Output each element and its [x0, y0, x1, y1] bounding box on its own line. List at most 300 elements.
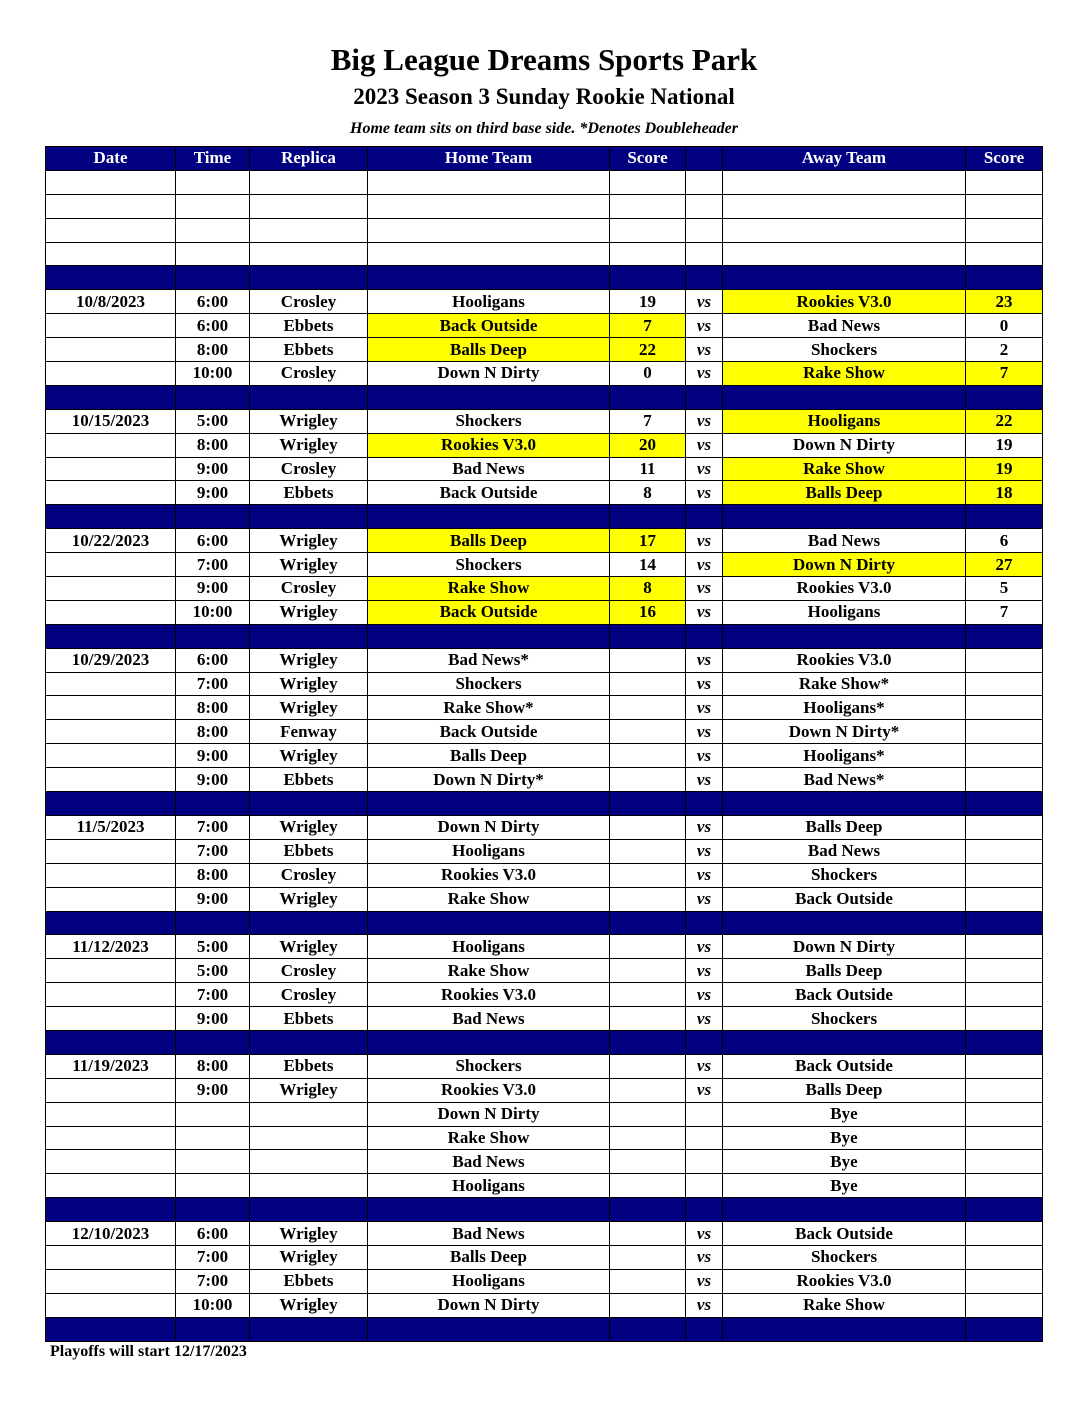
replica-cell: Crosley — [250, 362, 368, 386]
away-team-cell: Rookies V3.0 — [723, 648, 966, 672]
column-header-time: Time — [176, 147, 250, 171]
home-team-cell — [368, 242, 610, 266]
week-separator-row — [46, 792, 1043, 816]
table-row — [46, 672, 1043, 696]
table-row — [46, 1102, 1043, 1126]
time-cell: 5:00 — [176, 935, 250, 959]
date-cell — [46, 720, 176, 744]
time-cell: 5:00 — [176, 409, 250, 433]
week-separator-row — [46, 624, 1043, 648]
vs-cell: vs — [686, 600, 723, 624]
home-team-cell: Rake Show — [368, 1126, 610, 1150]
time-cell — [176, 1030, 250, 1054]
table-row — [46, 290, 1043, 314]
vs-cell: vs — [686, 1054, 723, 1078]
date-cell — [46, 362, 176, 386]
replica-cell: Ebbets — [250, 481, 368, 505]
date-cell — [46, 624, 176, 648]
home-score-cell — [610, 170, 686, 194]
schedule-note: Home team sits on third base side. *Denotes Doubleheader — [350, 120, 738, 137]
replica-cell: Wrigley — [250, 744, 368, 768]
home-team-cell — [368, 266, 610, 290]
table-row — [46, 983, 1043, 1007]
away-score-cell — [966, 1150, 1043, 1174]
away-score-cell — [966, 385, 1043, 409]
home-score-cell — [610, 1007, 686, 1031]
table-row — [46, 600, 1043, 624]
date-cell — [46, 1174, 176, 1198]
date-cell — [46, 170, 176, 194]
date-cell — [46, 385, 176, 409]
away-team-cell: Hooligans* — [723, 744, 966, 768]
away-score-cell: 2 — [966, 338, 1043, 362]
vs-cell: vs — [686, 409, 723, 433]
away-team-cell — [723, 1317, 966, 1341]
away-score-cell — [966, 959, 1043, 983]
week-separator-row — [46, 1317, 1043, 1341]
home-team-cell: Rake Show — [368, 959, 610, 983]
date-cell — [46, 1198, 176, 1222]
time-cell — [176, 911, 250, 935]
vs-cell: vs — [686, 887, 723, 911]
home-score-cell: 7 — [610, 409, 686, 433]
vs-cell: vs — [686, 648, 723, 672]
replica-cell: Wrigley — [250, 529, 368, 553]
replica-cell — [250, 1126, 368, 1150]
date-cell — [46, 1126, 176, 1150]
replica-cell: Crosley — [250, 983, 368, 1007]
home-score-cell: 7 — [610, 314, 686, 338]
blank-row — [46, 170, 1043, 194]
table-row — [46, 863, 1043, 887]
time-cell — [176, 505, 250, 529]
replica-cell — [250, 1030, 368, 1054]
page-title: Big League Dreams Sports Park — [330, 42, 758, 77]
replica-cell: Wrigley — [250, 935, 368, 959]
replica-cell: Wrigley — [250, 696, 368, 720]
away-team-cell — [723, 266, 966, 290]
home-score-cell: 8 — [610, 481, 686, 505]
home-team-cell: Down N Dirty* — [368, 768, 610, 792]
table-row — [46, 1150, 1043, 1174]
away-score-cell: 6 — [966, 529, 1043, 553]
away-team-cell: Bad News — [723, 314, 966, 338]
home-team-cell: Hooligans — [368, 839, 610, 863]
table-row — [46, 433, 1043, 457]
home-score-cell — [610, 959, 686, 983]
away-score-cell — [966, 1269, 1043, 1293]
table-row — [46, 1245, 1043, 1269]
home-score-cell: 16 — [610, 600, 686, 624]
away-score-cell: 0 — [966, 314, 1043, 338]
date-cell — [46, 1269, 176, 1293]
time-cell: 9:00 — [176, 744, 250, 768]
away-team-cell — [723, 218, 966, 242]
home-team-cell: Balls Deep — [368, 338, 610, 362]
away-score-cell — [966, 218, 1043, 242]
week-separator-row — [46, 385, 1043, 409]
vs-cell: vs — [686, 553, 723, 577]
date-cell — [46, 863, 176, 887]
home-team-cell: Down N Dirty — [368, 1102, 610, 1126]
home-score-cell — [610, 242, 686, 266]
home-team-cell: Shockers — [368, 1054, 610, 1078]
away-team-cell — [723, 242, 966, 266]
away-score-cell: 27 — [966, 553, 1043, 577]
away-score-cell — [966, 170, 1043, 194]
replica-cell — [250, 792, 368, 816]
away-team-cell — [723, 911, 966, 935]
away-team-cell: Down N Dirty — [723, 553, 966, 577]
home-score-cell — [610, 1293, 686, 1317]
date-cell: 12/10/2023 — [46, 1222, 176, 1246]
replica-cell: Ebbets — [250, 1269, 368, 1293]
replica-cell — [250, 911, 368, 935]
week-separator-row — [46, 505, 1043, 529]
home-team-cell: Shockers — [368, 672, 610, 696]
date-cell — [46, 218, 176, 242]
time-cell — [176, 1102, 250, 1126]
date-cell — [46, 481, 176, 505]
time-cell — [176, 1150, 250, 1174]
time-cell: 8:00 — [176, 338, 250, 362]
week-separator-row — [46, 1030, 1043, 1054]
table-row — [46, 887, 1043, 911]
vs-cell: vs — [686, 314, 723, 338]
home-score-cell — [610, 266, 686, 290]
time-cell: 5:00 — [176, 959, 250, 983]
time-cell — [176, 170, 250, 194]
date-cell: 11/5/2023 — [46, 815, 176, 839]
away-score-cell — [966, 194, 1043, 218]
away-score-cell — [966, 1054, 1043, 1078]
week-separator-row — [46, 911, 1043, 935]
time-cell: 6:00 — [176, 1222, 250, 1246]
home-team-cell: Down N Dirty — [368, 815, 610, 839]
vs-cell: vs — [686, 433, 723, 457]
date-cell — [46, 433, 176, 457]
home-score-cell — [610, 911, 686, 935]
away-score-cell: 19 — [966, 457, 1043, 481]
away-team-cell: Balls Deep — [723, 815, 966, 839]
home-team-cell — [368, 624, 610, 648]
replica-cell: Crosley — [250, 959, 368, 983]
time-cell — [176, 1174, 250, 1198]
away-team-cell: Rookies V3.0 — [723, 290, 966, 314]
time-cell — [176, 624, 250, 648]
replica-cell — [250, 242, 368, 266]
time-cell: 8:00 — [176, 863, 250, 887]
vs-cell — [686, 218, 723, 242]
away-score-cell: 23 — [966, 290, 1043, 314]
week-separator-row — [46, 1198, 1043, 1222]
time-cell: 7:00 — [176, 1269, 250, 1293]
home-team-cell — [368, 218, 610, 242]
replica-cell: Wrigley — [250, 600, 368, 624]
time-cell — [176, 266, 250, 290]
vs-cell — [686, 911, 723, 935]
date-cell: 10/29/2023 — [46, 648, 176, 672]
home-score-cell — [610, 1054, 686, 1078]
time-cell: 6:00 — [176, 529, 250, 553]
schedule-body — [46, 170, 1043, 1341]
home-team-cell — [368, 1030, 610, 1054]
home-team-cell: Balls Deep — [368, 529, 610, 553]
replica-cell: Fenway — [250, 720, 368, 744]
column-header-away-score: Score — [966, 147, 1043, 171]
away-score-cell — [966, 935, 1043, 959]
home-score-cell — [610, 385, 686, 409]
replica-cell — [250, 624, 368, 648]
home-score-cell — [610, 672, 686, 696]
away-score-cell — [966, 1174, 1043, 1198]
table-row — [46, 1269, 1043, 1293]
away-score-cell — [966, 1007, 1043, 1031]
vs-cell — [686, 242, 723, 266]
away-score-cell — [966, 1126, 1043, 1150]
replica-cell: Wrigley — [250, 1293, 368, 1317]
date-cell: 10/8/2023 — [46, 290, 176, 314]
away-score-cell — [966, 1293, 1043, 1317]
column-header-replica: Replica — [250, 147, 368, 171]
replica-cell — [250, 266, 368, 290]
away-team-cell: Rookies V3.0 — [723, 577, 966, 601]
table-row — [46, 696, 1043, 720]
vs-cell: vs — [686, 983, 723, 1007]
home-team-cell — [368, 505, 610, 529]
home-team-cell: Balls Deep — [368, 744, 610, 768]
date-cell — [46, 1293, 176, 1317]
table-row — [46, 720, 1043, 744]
replica-cell: Wrigley — [250, 887, 368, 911]
home-team-cell — [368, 170, 610, 194]
replica-cell — [250, 385, 368, 409]
away-score-cell: 7 — [966, 600, 1043, 624]
vs-cell: vs — [686, 720, 723, 744]
column-header-vs — [686, 147, 723, 171]
away-team-cell: Bad News — [723, 529, 966, 553]
home-score-cell — [610, 1126, 686, 1150]
replica-cell — [250, 194, 368, 218]
vs-cell: vs — [686, 290, 723, 314]
replica-cell: Ebbets — [250, 1007, 368, 1031]
column-header-home-score: Score — [610, 147, 686, 171]
time-cell: 10:00 — [176, 362, 250, 386]
table-row — [46, 577, 1043, 601]
home-score-cell — [610, 1102, 686, 1126]
home-team-cell: Back Outside — [368, 314, 610, 338]
table-row — [46, 768, 1043, 792]
vs-cell — [686, 1198, 723, 1222]
replica-cell: Wrigley — [250, 648, 368, 672]
home-team-cell — [368, 385, 610, 409]
replica-cell: Ebbets — [250, 314, 368, 338]
date-cell — [46, 839, 176, 863]
table-row — [46, 481, 1043, 505]
date-cell — [46, 1317, 176, 1341]
away-team-cell: Hooligans — [723, 409, 966, 433]
away-team-cell: Shockers — [723, 1245, 966, 1269]
time-cell: 7:00 — [176, 1245, 250, 1269]
home-score-cell: 22 — [610, 338, 686, 362]
home-score-cell — [610, 1150, 686, 1174]
away-score-cell — [966, 983, 1043, 1007]
vs-cell — [686, 1102, 723, 1126]
away-team-cell: Hooligans* — [723, 696, 966, 720]
time-cell: 9:00 — [176, 481, 250, 505]
date-cell — [46, 1150, 176, 1174]
away-team-cell: Rake Show — [723, 1293, 966, 1317]
away-score-cell — [966, 242, 1043, 266]
time-cell: 7:00 — [176, 983, 250, 1007]
table-row — [46, 744, 1043, 768]
home-score-cell: 19 — [610, 290, 686, 314]
date-cell — [46, 792, 176, 816]
vs-cell — [686, 1030, 723, 1054]
home-score-cell — [610, 863, 686, 887]
table-row — [46, 1007, 1043, 1031]
vs-cell: vs — [686, 1222, 723, 1246]
away-score-cell — [966, 1222, 1043, 1246]
week-separator-row — [46, 266, 1043, 290]
away-team-cell — [723, 792, 966, 816]
date-cell: 10/22/2023 — [46, 529, 176, 553]
time-cell: 10:00 — [176, 1293, 250, 1317]
time-cell: 8:00 — [176, 433, 250, 457]
table-row — [46, 1174, 1043, 1198]
vs-cell — [686, 505, 723, 529]
away-score-cell — [966, 768, 1043, 792]
home-team-cell: Back Outside — [368, 720, 610, 744]
home-score-cell — [610, 815, 686, 839]
home-score-cell — [610, 1198, 686, 1222]
away-score-cell — [966, 744, 1043, 768]
vs-cell — [686, 1317, 723, 1341]
page-subtitle: 2023 Season 3 Sunday Rookie National — [353, 84, 735, 109]
home-team-cell: Hooligans — [368, 290, 610, 314]
date-cell — [46, 1030, 176, 1054]
time-cell: 9:00 — [176, 768, 250, 792]
blank-row — [46, 194, 1043, 218]
replica-cell — [250, 170, 368, 194]
vs-cell: vs — [686, 481, 723, 505]
date-cell — [46, 959, 176, 983]
vs-cell — [686, 1150, 723, 1174]
vs-cell: vs — [686, 457, 723, 481]
table-row — [46, 553, 1043, 577]
away-team-cell: Hooligans — [723, 600, 966, 624]
time-cell: 10:00 — [176, 600, 250, 624]
vs-cell: vs — [686, 672, 723, 696]
date-cell — [46, 1102, 176, 1126]
replica-cell: Ebbets — [250, 839, 368, 863]
replica-cell — [250, 1317, 368, 1341]
vs-cell: vs — [686, 1269, 723, 1293]
column-header-date: Date — [46, 147, 176, 171]
away-team-cell: Down N Dirty* — [723, 720, 966, 744]
table-row — [46, 457, 1043, 481]
vs-cell: vs — [686, 529, 723, 553]
away-team-cell: Balls Deep — [723, 481, 966, 505]
home-team-cell: Rookies V3.0 — [368, 433, 610, 457]
time-cell: 9:00 — [176, 1078, 250, 1102]
away-score-cell — [966, 1102, 1043, 1126]
home-team-cell: Down N Dirty — [368, 362, 610, 386]
date-cell: 11/19/2023 — [46, 1054, 176, 1078]
vs-cell: vs — [686, 1078, 723, 1102]
time-cell — [176, 385, 250, 409]
away-team-cell: Rake Show — [723, 362, 966, 386]
replica-cell: Ebbets — [250, 1054, 368, 1078]
time-cell — [176, 194, 250, 218]
home-team-cell — [368, 911, 610, 935]
date-cell — [46, 1245, 176, 1269]
away-team-cell: Down N Dirty — [723, 935, 966, 959]
away-team-cell: Back Outside — [723, 887, 966, 911]
home-team-cell: Balls Deep — [368, 1245, 610, 1269]
away-team-cell: Balls Deep — [723, 1078, 966, 1102]
away-team-cell: Rookies V3.0 — [723, 1269, 966, 1293]
away-score-cell: 18 — [966, 481, 1043, 505]
away-team-cell: Bye — [723, 1174, 966, 1198]
home-team-cell: Shockers — [368, 409, 610, 433]
replica-cell — [250, 505, 368, 529]
table-row — [46, 1078, 1043, 1102]
time-cell: 9:00 — [176, 1007, 250, 1031]
replica-cell: Wrigley — [250, 1245, 368, 1269]
home-team-cell: Back Outside — [368, 481, 610, 505]
date-cell — [46, 768, 176, 792]
replica-cell: Crosley — [250, 457, 368, 481]
time-cell: 8:00 — [176, 696, 250, 720]
away-team-cell — [723, 1030, 966, 1054]
time-cell: 9:00 — [176, 577, 250, 601]
home-team-cell — [368, 792, 610, 816]
table-row — [46, 1293, 1043, 1317]
date-cell: 10/15/2023 — [46, 409, 176, 433]
home-score-cell — [610, 792, 686, 816]
away-team-cell: Bye — [723, 1126, 966, 1150]
table-row — [46, 338, 1043, 362]
away-score-cell: 5 — [966, 577, 1043, 601]
date-cell — [46, 1078, 176, 1102]
date-cell — [46, 194, 176, 218]
away-team-cell: Shockers — [723, 863, 966, 887]
home-score-cell: 20 — [610, 433, 686, 457]
home-score-cell — [610, 696, 686, 720]
away-score-cell: 19 — [966, 433, 1043, 457]
date-cell — [46, 577, 176, 601]
away-team-cell: Back Outside — [723, 983, 966, 1007]
replica-cell: Wrigley — [250, 553, 368, 577]
table-row — [46, 1222, 1043, 1246]
home-team-cell: Bad News* — [368, 648, 610, 672]
away-team-cell: Down N Dirty — [723, 433, 966, 457]
replica-cell: Ebbets — [250, 768, 368, 792]
time-cell: 8:00 — [176, 1054, 250, 1078]
date-cell — [46, 266, 176, 290]
vs-cell: vs — [686, 935, 723, 959]
replica-cell: Ebbets — [250, 338, 368, 362]
home-score-cell — [610, 720, 686, 744]
date-cell — [46, 505, 176, 529]
vs-cell — [686, 1126, 723, 1150]
table-row — [46, 1126, 1043, 1150]
away-team-cell: Back Outside — [723, 1222, 966, 1246]
time-cell: 9:00 — [176, 887, 250, 911]
home-score-cell — [610, 1078, 686, 1102]
vs-cell: vs — [686, 577, 723, 601]
